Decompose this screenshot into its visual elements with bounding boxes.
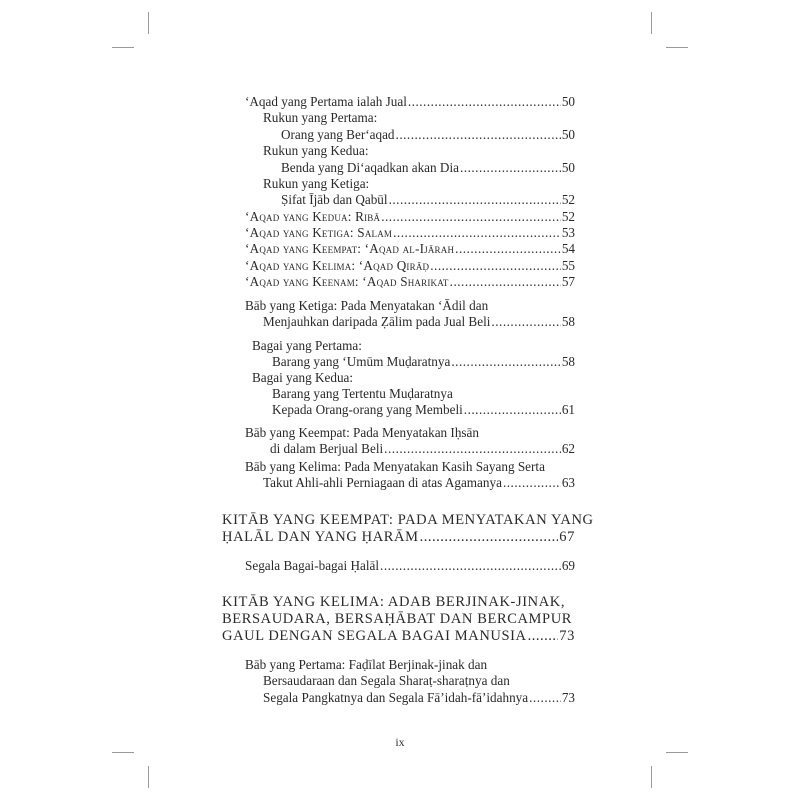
toc-entry: [263, 690, 575, 706]
entry-title: ‘Aqad yang Pertama ialah Jual: [245, 94, 407, 109]
entry-title: Benda yang Di‘aqadkan akan Dia: [281, 160, 459, 175]
entry-title: Segala Pangkatnya dan Segala Fā’idah-fā’idahnya: [263, 690, 529, 705]
toc-entry: [281, 160, 575, 176]
toc-entry: [252, 370, 353, 386]
entry-page: 52: [561, 192, 575, 207]
entry-title: di dalam Berjual Beli: [270, 441, 384, 456]
entry-page: 73: [559, 628, 575, 644]
entry-title: Barang yang Tertentu Muḍaratnya: [272, 386, 453, 401]
toc-entry: [281, 127, 575, 143]
entry-title: Bāb yang Ketiga: Pada Menyatakan ‘Ādil dan: [245, 298, 489, 313]
entry-title: Bersaudaraan dan Segala Sharaṭ-sharaṭnya dan: [263, 673, 510, 688]
entry-page: 69: [561, 558, 575, 573]
entry-title: Bāb yang Keempat: Pada Menyatakan Iḥsān: [245, 425, 480, 440]
entry-title: ‘Aqad yang Keenam: ‘Aqad Sharikat: [245, 274, 449, 289]
dot-leader: [491, 314, 560, 330]
entry-title: Rukun yang Kedua:: [263, 143, 369, 158]
entry-title: Bāb yang Kelima: Pada Menyatakan Kasih Sayang Serta: [245, 459, 545, 474]
dot-leader: [529, 690, 561, 706]
toc-chapter-heading: [222, 512, 594, 528]
dot-leader: [451, 354, 560, 370]
entry-page: 61: [561, 402, 575, 417]
entry-title: Takut Ahli-ahli Perniagaan di atas Agamanya: [263, 475, 502, 490]
entry-page: 53: [561, 225, 575, 240]
chapter-title: KITĀB YANG KEEMPAT: PADA MENYATAKAN YANG: [222, 512, 594, 528]
dot-leader: [420, 529, 559, 545]
toc-chapter-heading: [222, 594, 565, 610]
dot-leader: [464, 402, 561, 418]
entry-title: Bāb yang Pertama: Faḍīlat Berjinak-jinak dan: [245, 657, 488, 672]
entry-page: 58: [561, 314, 575, 329]
entry-title: Kepada Orang-orang yang Membeli: [272, 402, 463, 417]
toc-entry: [263, 475, 575, 491]
entry-title: ‘Aqad yang Keempat: ‘Aqad al-Ijārah: [245, 241, 455, 256]
entry-page: 62: [561, 441, 575, 456]
toc-chapter-heading: [222, 611, 572, 627]
chapter-title: ḤALĀL DAN YANG ḤARĀM: [222, 529, 419, 545]
entry-title: Bagai yang Kedua:: [252, 370, 354, 385]
entry-title: Segala Bagai-bagai Ḥalāl: [245, 558, 380, 573]
entry-page: 52: [561, 209, 575, 224]
toc-entry: [245, 258, 575, 274]
toc-entry: [245, 459, 545, 475]
dot-leader: [389, 192, 561, 208]
entry-page: 54: [561, 241, 575, 256]
dot-leader: [393, 225, 561, 241]
entry-page: 63: [561, 475, 575, 490]
toc-entry: [263, 673, 510, 689]
entry-title: Bagai yang Pertama:: [252, 338, 362, 353]
toc-entry: [270, 441, 575, 457]
entry-title: Orang yang Ber‘aqad: [281, 127, 395, 142]
toc-entry: [245, 558, 575, 574]
entry-title: Rukun yang Ketiga:: [263, 176, 370, 191]
chapter-title: GAUL DENGAN SEGALA BAGAI MANUSIA: [222, 628, 527, 644]
entry-title: ‘Aqad yang Kelima: ‘Aqad Qirāḍ: [245, 258, 430, 273]
entry-page: 55: [561, 258, 575, 273]
dot-leader: [384, 441, 561, 457]
toc-entry: [263, 176, 369, 192]
dot-leader: [381, 209, 561, 225]
entry-page: 50: [561, 127, 575, 142]
dot-leader: [396, 127, 561, 143]
toc-entry: [245, 425, 479, 441]
toc-entry: [263, 110, 377, 126]
toc-entry: [245, 94, 575, 110]
entry-title: ‘Aqad yang Kedua: Ribā: [245, 209, 381, 224]
toc-entry: [281, 192, 575, 208]
entry-title: ‘Aqad yang Ketiga: Salam: [245, 225, 393, 240]
toc-entry: [263, 143, 368, 159]
dot-leader: [528, 628, 559, 644]
dot-leader: [408, 94, 561, 110]
entry-page: 50: [561, 160, 575, 175]
toc-entry: [272, 354, 575, 370]
dot-leader: [430, 258, 561, 274]
entry-page: 67: [559, 529, 575, 545]
entry-title: Menjauhkan daripada Ẓālim pada Jual Beli: [263, 314, 491, 329]
dot-leader: [450, 274, 561, 290]
toc-chapter-heading: [222, 628, 575, 644]
entry-page: 57: [561, 274, 575, 289]
dot-leader: [380, 558, 561, 574]
toc-chapter-heading: [222, 529, 575, 545]
entry-title: Ṣifat Ījāb dan Qabūl: [281, 192, 388, 207]
dot-leader: [460, 160, 561, 176]
toc-entry: [245, 225, 575, 241]
toc-entry: [272, 402, 575, 418]
toc-entry: [245, 241, 575, 257]
dot-leader: [503, 475, 561, 491]
entry-title: Rukun yang Pertama:: [263, 110, 378, 125]
entry-title: Barang yang ‘Umūm Muḍaratnya: [272, 354, 451, 369]
toc-entry: [245, 298, 488, 314]
entry-page: 73: [561, 690, 575, 705]
chapter-title: KITĀB YANG KELIMA: ADAB BERJINAK-JINAK,: [222, 594, 566, 610]
toc-entry: [245, 274, 575, 290]
toc-entry: [272, 386, 453, 402]
entry-page: 58: [561, 354, 575, 369]
page-number: ix: [395, 735, 405, 749]
toc-entry: [245, 657, 487, 673]
chapter-title: BERSAUDARA, BERSAḤĀBAT DAN BERCAMPUR: [222, 611, 573, 627]
toc-entry: [263, 314, 575, 330]
entry-page: 50: [561, 94, 575, 109]
toc-entry: [245, 209, 575, 225]
dot-leader: [455, 241, 561, 257]
toc-entry: [252, 338, 362, 354]
